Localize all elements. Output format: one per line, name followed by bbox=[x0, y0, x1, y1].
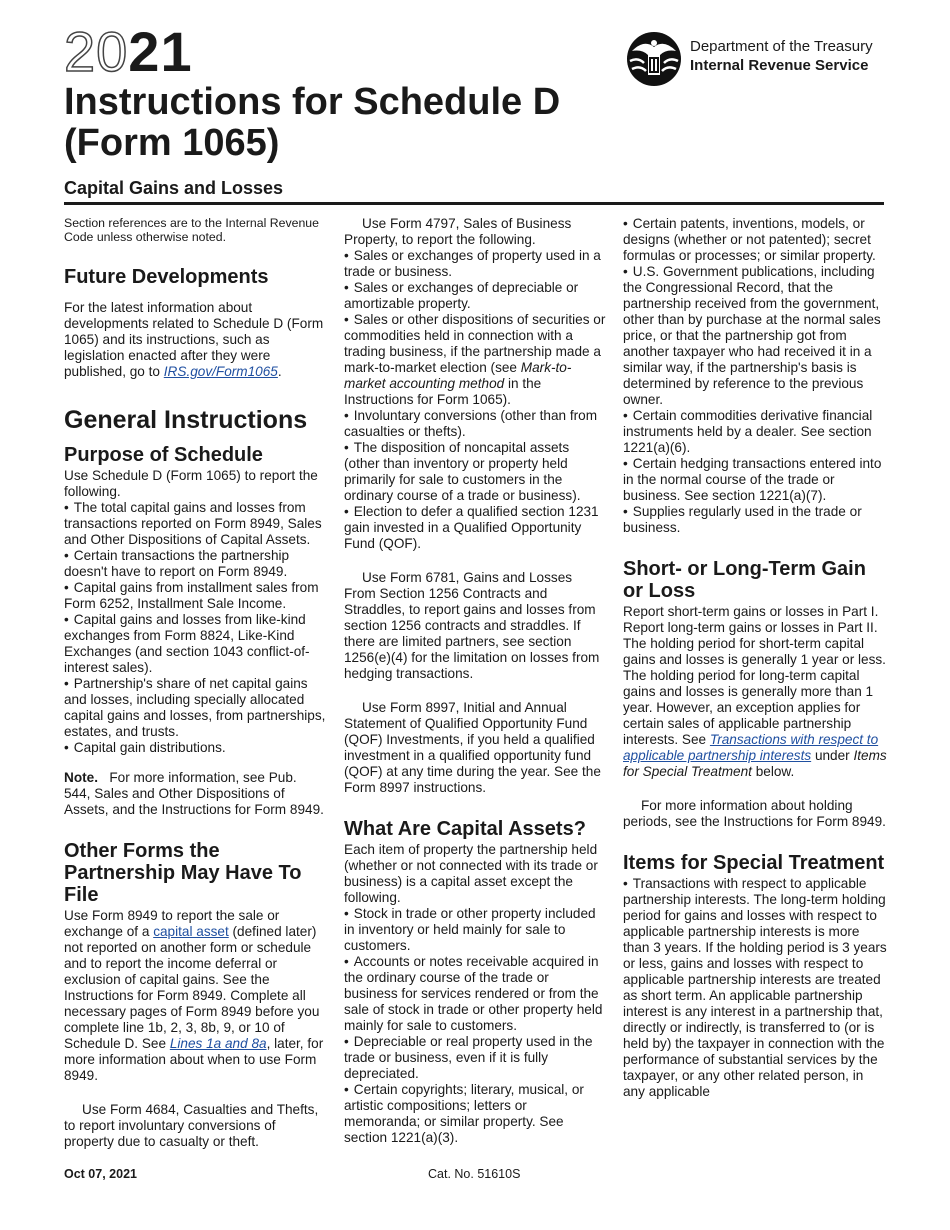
column-2 bbox=[344, 216, 606, 1146]
column-3 bbox=[623, 216, 888, 1100]
form4797-bullet: • Sales or exchanges of property used in a trade or business. bbox=[344, 248, 606, 280]
form4684-text: Use Form 4684, Casualties and Thefts, to report involuntary conversions of property due to casualty or theft. bbox=[64, 1102, 319, 1149]
title-line-1: Instructions for Schedule D bbox=[64, 81, 561, 123]
heading-other-forms: Other Forms the Partnership May Have To File bbox=[64, 840, 302, 906]
capital-asset-bullet: • Accounts or notes receivable acquired in the ordinary course of the trade or business for services rendered or from the sale of stock in trade or other property held mainly for sale to customers. bbox=[344, 954, 606, 1034]
purpose-text: Use Schedule D (Form 1065) to report the following. bbox=[64, 468, 318, 499]
note-paragraph: Note. For more information, see Pub. 544, Sales and Other Dispositions of Assets, and the Instructions for Form 8949. bbox=[64, 770, 324, 817]
agency-block bbox=[622, 31, 873, 87]
header-divider bbox=[64, 202, 884, 205]
form4797-bullet: • Involuntary conversions (other than from casualties or thefts). bbox=[344, 408, 606, 440]
form-year: 2021 bbox=[64, 20, 193, 83]
agency-department: Department of the Treasury bbox=[690, 38, 873, 55]
form4797-bullet: • The disposition of noncapital assets (other than inventory or property held primarily for sale to customers in the ordinary course of a trade or business). bbox=[344, 440, 606, 504]
capital-asset-bullet: • Supplies regularly used in the trade or business. bbox=[623, 504, 888, 536]
capital-asset-bullet: • Stock in trade or other property included in inventory or held mainly for sale to customers. bbox=[344, 906, 606, 954]
capital-asset-bullet: • Certain commodities derivative financial instruments held by a dealer. See section 1221(a)(6). bbox=[623, 408, 888, 456]
purpose-bullet: • Partnership's share of net capital gains and losses, including specially allocated capital gains and losses, from partnerships, estates, and trusts. bbox=[64, 676, 326, 740]
capital-assets-text: Each item of property the partnership held (whether or not connected with its trade or business) is a capital asset except the following. bbox=[344, 842, 598, 905]
future-developments-text: For the latest information about developments related to Schedule D (Form 1065) and its instructions, such as legislation enacted after they were published, go to IRS.gov/Form1065. bbox=[64, 300, 324, 379]
footer-catalog-number: Cat. No. 51610S bbox=[428, 1167, 521, 1181]
heading-capital-assets: What Are Capital Assets? bbox=[344, 818, 586, 840]
form4797-bullet: • Election to defer a qualified section 1231 gain invested in a Qualified Opportunity Fund (QOF). bbox=[344, 504, 606, 552]
holding-periods-text: For more information about holding periods, see the Instructions for Form 8949. bbox=[623, 798, 886, 829]
page-subtitle: Capital Gains and Losses bbox=[64, 178, 284, 198]
form4797-bullet: • Sales or exchanges of depreciable or amortizable property. bbox=[344, 280, 606, 312]
form8997-text: Use Form 8997, Initial and Annual Statement of Qualified Opportunity Fund (QOF) Investments, if you held a qualified investment in a qualified opportunity fund (QOF) at any time during the year. See the Form 8997 instructions. bbox=[344, 700, 601, 795]
purpose-bullet: • Capital gains and losses from like-kind exchanges from Form 8824, Like-Kind Exchanges (and section 1043 conflict-of-interest sales). bbox=[64, 612, 326, 676]
term-text: Report short-term gains or losses in Part I. Report long-term gains or losses in Part II. The holding period for short-term capital gains and losses is generally 1 year or less. The holding period for long-term capital gains and losses is generally more than 1 year. However, an exception applies for certain sales of applicable partnership interests. See Transactions with respect to applicable partnership interests under Items for Special Treatment below. bbox=[623, 604, 887, 779]
agency-irs: Internal Revenue Service bbox=[690, 57, 869, 74]
capital-asset-link[interactable]: capital asset bbox=[153, 924, 229, 939]
heading-short-long-term: Short- or Long-Term Gain or Loss bbox=[623, 558, 866, 602]
irs-form1065-link[interactable]: IRS.gov/Form1065 bbox=[163, 364, 278, 379]
heading-general-instructions: General Instructions bbox=[64, 406, 308, 434]
heading-future-developments: Future Developments bbox=[64, 266, 269, 288]
capital-asset-bullet: • Depreciable or real property used in the trade or business, even if it is fully depreciated. bbox=[344, 1034, 606, 1082]
purpose-bullet: • Capital gain distributions. bbox=[64, 740, 326, 756]
capital-asset-bullet: • Certain patents, inventions, models, or designs (whether or not patented); secret formulas or processes; or similar property. bbox=[623, 216, 888, 264]
other-forms-text: Use Form 8949 to report the sale or exchange of a capital asset (defined later) not reported on another form or schedule and to report the income deferral or exclusion of capital gains. See the Instructions for Form 8949. Complete all necessary pages of Form 8949 before you complete line 1b, 2, 3, 8b, 9, or 10 of Schedule D. See Lines 1a and 8a, later, for more information about when to use Form 8949. bbox=[64, 908, 324, 1083]
lines-1a-8a-link[interactable]: Lines 1a and 8a bbox=[169, 1036, 267, 1051]
purpose-bullet: • The total capital gains and losses from transactions reported on Form 8949, Sales and Other Dispositions of Capital Assets. bbox=[64, 500, 326, 548]
heading-items-special-treatment: Items for Special Treatment bbox=[623, 852, 885, 874]
purpose-bullet: • Capital gains from installment sales from Form 6252, Installment Sale Income. bbox=[64, 580, 326, 612]
column-1 bbox=[64, 216, 326, 1150]
page-title bbox=[64, 82, 560, 164]
irs-eagle-logo-icon bbox=[622, 31, 686, 87]
special-treatment-bullet: • Transactions with respect to applicable partnership interests. The long-term holding period for gains and losses with respect to applicable partnership interests is more than 3 years. If the holding period is 3 years or less, gains and losses with respect to applicable partnership interests are treated as short term. An applicable partnership interest is any interest in a partnership that, directly or indirectly, is transferred to (or is held by) the taxpayer in connection with the performance of substantial services by the taxpayer, or any other related person, in any applicable bbox=[623, 876, 888, 1100]
section-references-note: Section references are to the Internal Revenue Code unless otherwise noted. bbox=[64, 216, 319, 244]
heading-purpose-of-schedule: Purpose of Schedule bbox=[64, 444, 263, 466]
form4797-text: Use Form 4797, Sales of Business Property, to report the following. bbox=[344, 216, 572, 247]
capital-asset-bullet: • U.S. Government publications, including the Congressional Record, that the partnership received from the government, other than by purchase at the normal sales price, or that the partnership got from another taxpayer who had received it in a similar way, if the partnership's basis is determined by reference to the previous owner. bbox=[623, 264, 888, 408]
capital-asset-bullet: • Certain hedging transactions entered into in the normal course of the trade or business. See section 1221(a)(7). bbox=[623, 456, 888, 504]
applicable-partnership-interests-link[interactable]: Transactions with respect to applicable partnership interests bbox=[623, 732, 879, 763]
footer-date: Oct 07, 2021 bbox=[64, 1167, 137, 1181]
form4797-bullet-mark-to-market: • Sales or other dispositions of securities or commodities held in connection with a trading business, if the partnership made a mark-to-market election (see Mark-to-market accounting method in the Instructions for Form 1065). bbox=[344, 312, 606, 408]
capital-asset-bullet: • Certain copyrights; literary, musical, or artistic compositions; letters or memoranda; or similar property. See section 1221(a)(3). bbox=[344, 1082, 606, 1146]
title-line-2: (Form 1065) bbox=[64, 122, 280, 164]
purpose-bullet: • Certain transactions the partnership doesn't have to report on Form 8949. bbox=[64, 548, 326, 580]
form6781-text: Use Form 6781, Gains and Losses From Section 1256 Contracts and Straddles, to report gains and losses from section 1256 contracts and straddles. If there are limited partners, see section 1256(e)(4) for the limitation on losses from hedging transactions. bbox=[344, 570, 600, 681]
